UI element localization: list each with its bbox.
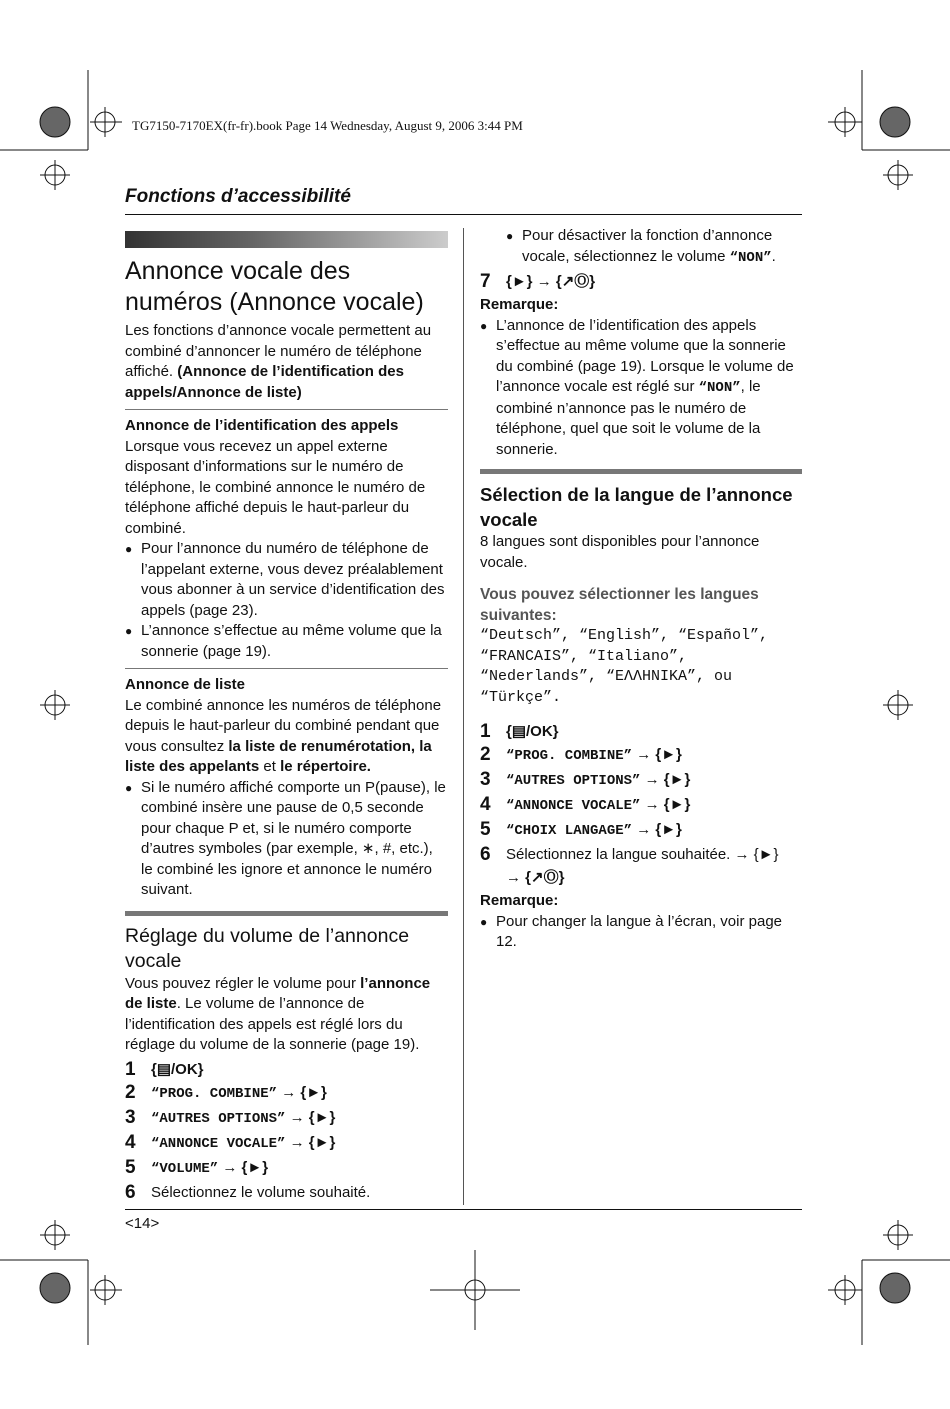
bullet-item: ● L’annonce de l’identification des appels s’effectue au même volume que la sonnerie du combiné (page 19). Lorsque le volume de l’annonce vocale est réglé sur “NON”, le combiné n’annonce pas le numéro de téléphone, quel que soit le volume de la sonnerie. — [480, 316, 802, 461]
page-number: <14> — [125, 1215, 160, 1232]
list-text: Le combiné annonce les numéros de téléphone depuis le haut-parleur du combiné pendant que vous consultez la liste de renumérotation, la liste des appelants et le répertoire. — [125, 696, 442, 775]
subheading-volume-line2: vocale — [125, 949, 182, 972]
section-title: Fonctions d’accessibilité — [125, 186, 351, 207]
step-item: 7 {►} → {↗Ⓞ} — [480, 271, 596, 292]
subheading-list: Annonce de liste — [125, 676, 246, 693]
column-divider — [463, 228, 464, 1205]
language-list-line: “FRANCAIS”, “Italiano”, — [480, 647, 688, 665]
footer-rule — [125, 1209, 802, 1210]
step-item: 1 {▤/OK} — [125, 1058, 204, 1080]
right-steps — [480, 720, 802, 889]
bullet-item: ● Pour changer la langue à l’écran, voir page 12. — [480, 912, 802, 953]
section-divider — [125, 911, 448, 916]
print-header: TG7150-7170EX(fr-fr).book Page 14 Wednesday, August 9, 2006 3:44 PM — [132, 118, 523, 133]
left-steps — [125, 1058, 448, 1204]
step-item-continued: → {↗Ⓞ} — [506, 869, 565, 886]
subheading-language-line1: Sélection de la langue de l’annonce — [480, 484, 793, 505]
step-item: 1 {▤/OK} — [480, 721, 559, 742]
step-item: 3 “AUTRES OPTIONS” → {►} — [125, 1106, 336, 1128]
language-intro: 8 langues sont disponibles pour l’annonce vocale. — [480, 533, 760, 571]
remark-label: Remarque: — [480, 296, 559, 313]
bullet-item: ● Si le numéro affiché comporte un P(pause), le combiné insère une pause de 0,5 seconde pour chaque P et, si le numéro comporte d’autres symboles (par exemple, ∗, #, etc.), le combiné les ignore et annonce le numéro suivant. — [125, 778, 448, 901]
step-item: 5 “CHOIX LANGAGE” → {►} — [480, 819, 682, 840]
bullet-item: ● Pour l’annonce du numéro de téléphone de l’appelant externe, vous devez préalablement vous abonner à un service d’identification des appels (page 23). — [125, 539, 448, 621]
right-column — [480, 226, 802, 953]
step-item: 6 Sélectionnez le volume souhaité. — [125, 1181, 371, 1203]
caller-id-text: Lorsque vous recevez un appel externe disposant d’informations sur le numéro de téléphone, le combiné annonce le numéro de téléphone affiché depuis le haut-parleur du combiné. — [125, 437, 426, 537]
title-gradient-bar — [125, 231, 448, 248]
bullet-item: ● Pour désactiver la fonction d’annonce vocale, sélectionnez le volume “NON”. — [506, 226, 802, 268]
main-title-line2: numéros (Annonce vocale) — [125, 288, 424, 316]
language-list-line: “Türkçe”. — [480, 688, 562, 706]
divider — [125, 409, 448, 410]
step-item: 4 “ANNONCE VOCALE” → {►} — [125, 1131, 336, 1153]
volume-text: Vous pouvez régler le volume pour l’annonce de liste. Le volume de l’annonce de l’identification des appels est réglé lors du réglage du volume de la sonnerie (page 19). — [125, 974, 431, 1053]
subheading-caller-id: Annonce de l’identification des appels — [125, 417, 399, 434]
step-item: 4 “ANNONCE VOCALE” → {►} — [480, 794, 691, 815]
step-item: 5 “VOLUME” → {►} — [125, 1156, 269, 1178]
subheading-volume-line1: Réglage du volume de l’annonce — [125, 924, 410, 947]
bullet-item: ● L’annonce s’effectue au même volume que la sonnerie (page 19). — [125, 621, 448, 662]
divider — [125, 668, 448, 669]
language-available-heading: Vous pouvez sélectionner les langues suivantes: — [480, 586, 759, 624]
step-item: 2 “PROG. COMBINE” → {►} — [480, 744, 682, 765]
step-item: 6 Sélectionnez la langue souhaitée. → {►} — [480, 844, 779, 865]
step-item: 3 “AUTRES OPTIONS” → {►} — [480, 769, 691, 790]
header-rule — [125, 214, 802, 215]
main-title-line1: Annonce vocale des — [125, 257, 351, 285]
language-list-line: “Nederlands”, “ΕΛΛΗΝΙΚΑ”, ou — [480, 668, 733, 685]
remark-label: Remarque: — [480, 892, 559, 909]
intro-paragraph: Les fonctions d’annonce vocale permettent au combiné d’annoncer le numéro de téléphone affiché. (Annonce de l’identification des appels/Annonce de liste) — [125, 322, 432, 401]
section-divider — [480, 469, 802, 474]
left-column — [125, 231, 448, 1204]
step-item: 2 “PROG. COMBINE” → {►} — [125, 1081, 327, 1103]
language-list-line: “Deutsch”, “English”, “Español”, — [480, 627, 769, 644]
subheading-language-line2: vocale — [480, 509, 538, 530]
